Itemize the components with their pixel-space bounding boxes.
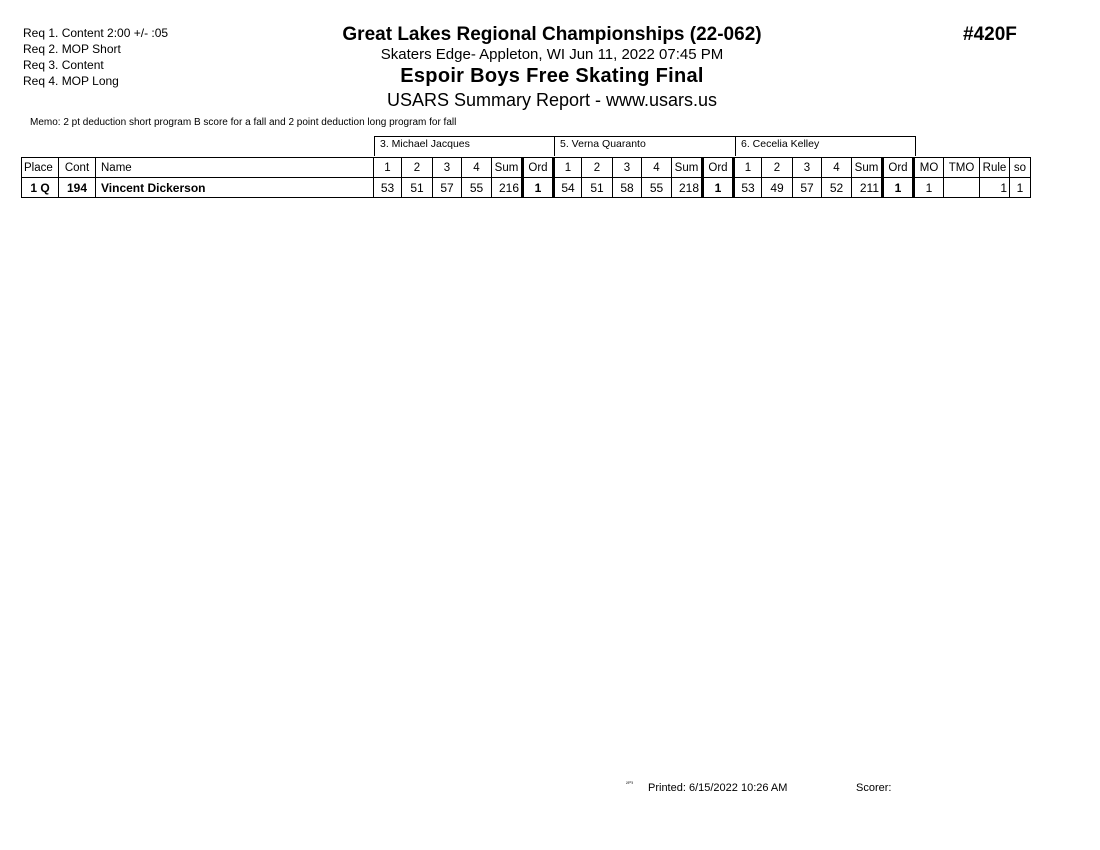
j2-sum: 218: [672, 178, 703, 198]
col-header-j1-req4: 4: [462, 158, 492, 178]
j2-ordinal: 1: [703, 178, 734, 198]
table-header-row: [22, 158, 1031, 178]
event-number: #420F: [963, 24, 1017, 45]
j1-ordinal: 1: [523, 178, 554, 198]
col-header-place: Place: [22, 158, 59, 178]
mo-cell: 1: [914, 178, 944, 198]
judge-header-1: 3. Michael Jacques: [374, 136, 555, 156]
j2-req1-score: 54: [554, 178, 582, 198]
results-table: [21, 157, 1031, 198]
footer-code: ²³⁰³: [626, 781, 633, 787]
j2-req3-score: 58: [613, 178, 642, 198]
place-cell: 1 Q: [22, 178, 59, 198]
requirement-2: Req 2. MOP Short: [23, 42, 121, 56]
so-cell: 1: [1010, 178, 1031, 198]
col-header-j1-req3: 3: [433, 158, 462, 178]
printed-timestamp: Printed: 6/15/2022 10:26 AM: [648, 782, 788, 794]
col-header-j2-ord: Ord: [703, 158, 734, 178]
tmo-cell: [944, 178, 980, 198]
col-header-j3-ord: Ord: [883, 158, 914, 178]
judge-header-2: 5. Verna Quaranto: [554, 136, 736, 156]
col-header-so: so: [1010, 158, 1031, 178]
col-header-j3-req4: 4: [822, 158, 852, 178]
j3-ordinal: 1: [883, 178, 914, 198]
col-header-j1-sum: Sum: [492, 158, 523, 178]
j3-req2-score: 49: [762, 178, 793, 198]
j3-req4-score: 52: [822, 178, 852, 198]
j2-req2-score: 51: [582, 178, 613, 198]
col-header-j1-req2: 2: [402, 158, 433, 178]
requirement-1: Req 1. Content 2:00 +/- :05: [23, 26, 169, 40]
col-header-mo: MO: [914, 158, 944, 178]
report-title: USARS Summary Report - www.usars.us: [386, 90, 718, 110]
skater-name-cell: Vincent Dickerson: [96, 178, 374, 198]
requirement-4: Req 4. MOP Long: [23, 74, 119, 88]
requirement-3: Req 3. Content: [23, 58, 104, 72]
event-name: Espoir Boys Free Skating Final: [400, 65, 704, 87]
col-header-j3-req1: 1: [734, 158, 762, 178]
j2-req4-score: 55: [642, 178, 672, 198]
cont-cell: 194: [59, 178, 96, 198]
scorer-label: Scorer:: [856, 782, 892, 794]
col-header-j2-req4: 4: [642, 158, 672, 178]
judge-header-3: 6. Cecelia Kelley: [735, 136, 916, 156]
j3-req1-score: 53: [734, 178, 762, 198]
j1-sum: 216: [492, 178, 523, 198]
j1-req2-score: 51: [402, 178, 433, 198]
col-header-j3-req2: 2: [762, 158, 793, 178]
col-header-cont: Cont: [59, 158, 96, 178]
j1-req4-score: 55: [462, 178, 492, 198]
col-header-name: Name: [96, 158, 374, 178]
table-row: [22, 178, 1031, 198]
j3-req3-score: 57: [793, 178, 822, 198]
j1-req3-score: 57: [433, 178, 462, 198]
col-header-j2-sum: Sum: [672, 158, 703, 178]
memo: Memo: 2 pt deduction short program B score for a fall and 2 point deduction long program for fall: [30, 117, 457, 128]
col-header-j2-req3: 3: [613, 158, 642, 178]
venue-date: Skaters Edge- Appleton, WI Jun 11, 2022 07:45 PM: [380, 46, 724, 63]
col-header-j2-req2: 2: [582, 158, 613, 178]
col-header-j2-req1: 1: [554, 158, 582, 178]
requirements-list: [23, 25, 168, 89]
col-header-tmo: TMO: [944, 158, 980, 178]
col-header-j3-req3: 3: [793, 158, 822, 178]
col-header-j1-ord: Ord: [523, 158, 554, 178]
j3-sum: 211: [852, 178, 883, 198]
col-header-rule: Rule: [980, 158, 1010, 178]
j1-req1-score: 53: [374, 178, 402, 198]
competition-title: Great Lakes Regional Championships (22-062): [342, 24, 762, 45]
col-header-j1-req1: 1: [374, 158, 402, 178]
col-header-j3-sum: Sum: [852, 158, 883, 178]
rule-cell: 1: [980, 178, 1010, 198]
